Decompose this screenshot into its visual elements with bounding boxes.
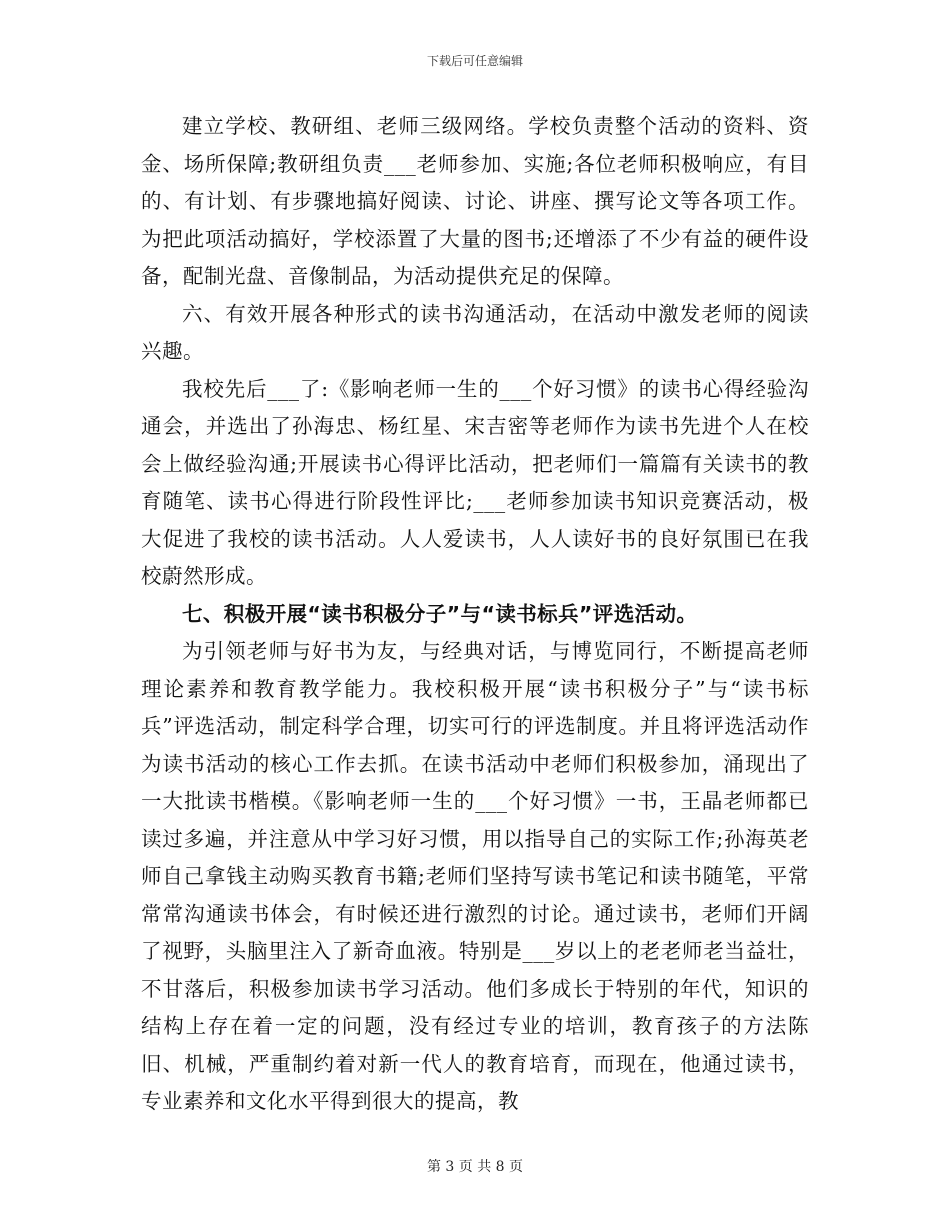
- page-number-footer: 第 3 页 共 8 页: [426, 1159, 524, 1175]
- paragraph-selection-activities: 为引领老师与好书为友，与经典对话，与博览同行，不断提高老师理论素养和教育教学能力。我校积极开展“读书积极分子”与“读书标兵”评选活动，制定科学合理，切实可行的评选制度。并且将评选活动作为读书活动的核心工作去抓。在读书活动中老师们积极参加，涌现出了一大批读书楷模。《影响老师一生的___个好习惯》一书，王晶老师都已读过多遍，并注意从中学习好习惯，用以指导自己的实际工作;孙海英老师自己拿钱主动购买教育书籍;老师们坚持写读书笔记和读书随笔，平常常常沟通读书体会，有时候还进行激烈的讨论。通过读书，老师们开阔了视野，头脑里注入了新奇血液。特别是___岁以上的老老师老当益壮，不甘落后，积极参加读书学习活动。他们多成长于特别的年代，知识的结构上存在着一定的问题，没有经过专业的培训，教育孩子的方法陈旧、机械，严重制约着对新一代人的教育培育，而现在，他通过读书，专业素养和文化水平得到很大的提高，教: [141, 639, 809, 1113]
- section-seven-heading: 七、积极开展“读书积极分子”与“读书标兵”评选活动。: [182, 601, 698, 626]
- document-body: [141, 108, 809, 1121]
- paragraph-exchange-activities: 我校先后___了:《影响老师一生的___个好习惯》的读书心得经验沟通会，并选出了孙海忠、杨红星、宋吉密等老师作为读书先进个人在校会上做经验沟通;开展读书心得评比活动，把老师们一篇篇有关读书的教育随笔、读书心得进行阶段性评比;___老师参加读书知识竞赛活动，极大促进了我校的读书活动。人人爱读书，人人读好书的良好氛围已在我校蔚然形成。: [141, 376, 809, 588]
- section-six-heading: 六、有效开展各种形式的读书沟通活动，在活动中激发老师的阅读兴趣。: [141, 301, 809, 363]
- paragraph-network: 建立学校、教研组、老师三级网络。学校负责整个活动的资料、资金、场所保障;教研组负责___老师参加、实施;各位老师积极响应，有目的、有计划、有步骤地搞好阅读、讨论、讲座、撰写论文等各项工作。为把此项活动搞好，学校添置了大量的图书;还增添了不少有益的硬件设备，配制光盘、音像制品，为活动提供充足的保障。: [141, 114, 809, 288]
- page-header-note: 下载后可任意编辑: [426, 54, 523, 68]
